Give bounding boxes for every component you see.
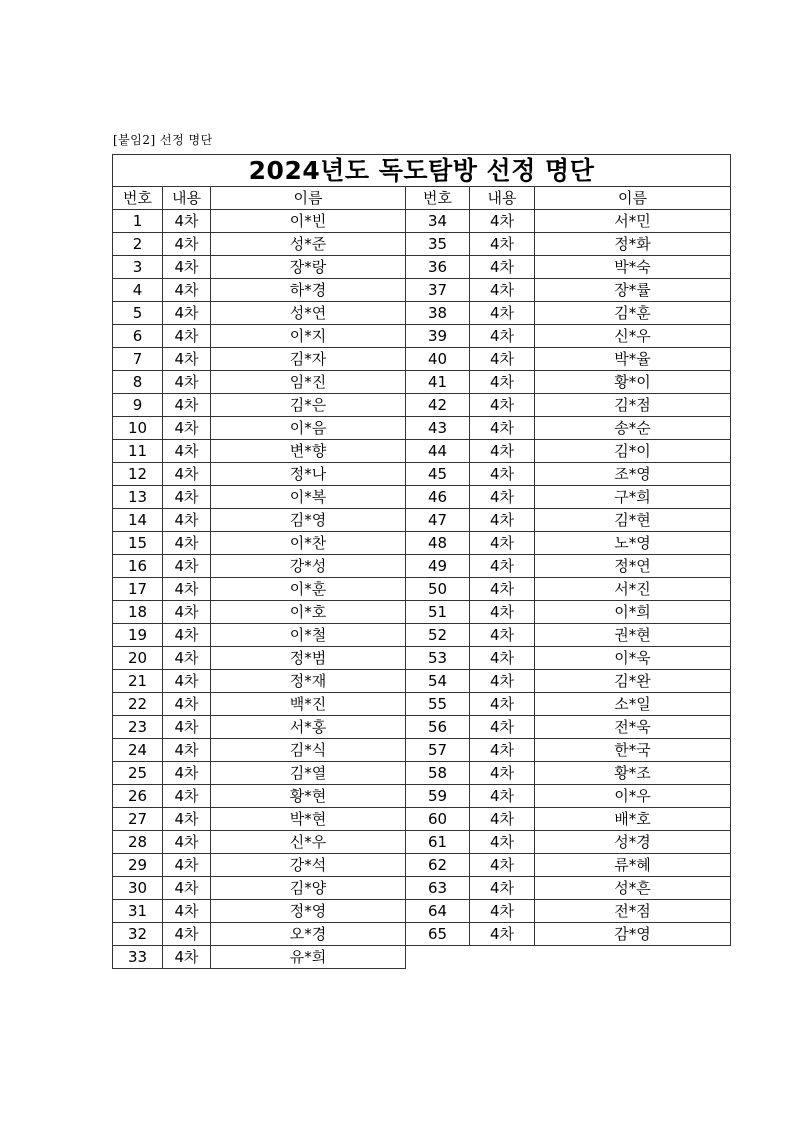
right-cell-no: 36	[406, 256, 470, 279]
left-cell-content: 4차	[163, 256, 211, 279]
left-cell-no: 12	[113, 463, 163, 486]
right-cell-no: 35	[406, 233, 470, 256]
right-cell-no: 55	[406, 693, 470, 716]
right-cell-name: 김*훈	[535, 302, 731, 325]
left-cell-content: 4차	[163, 509, 211, 532]
right-cell-name: 배*호	[535, 808, 731, 831]
table-row	[113, 555, 731, 578]
left-cell-no: 2	[113, 233, 163, 256]
right-cell-no: 61	[406, 831, 470, 854]
right-cell-no: 39	[406, 325, 470, 348]
left-cell-no: 23	[113, 716, 163, 739]
left-cell-name: 김*양	[211, 877, 406, 900]
left-cell-name: 정*범	[211, 647, 406, 670]
table-row	[113, 210, 731, 233]
left-cell-no: 31	[113, 900, 163, 923]
right-cell-no: 52	[406, 624, 470, 647]
roster-body	[113, 210, 731, 969]
left-cell-no: 30	[113, 877, 163, 900]
left-cell-no: 28	[113, 831, 163, 854]
right-cell-no: 44	[406, 440, 470, 463]
selection-roster-table	[112, 154, 731, 969]
left-cell-content: 4차	[163, 440, 211, 463]
left-cell-content: 4차	[163, 831, 211, 854]
right-cell-content: 4차	[470, 739, 535, 762]
right-cell-name: 서*민	[535, 210, 731, 233]
left-cell-name: 황*현	[211, 785, 406, 808]
right-cell-no: 62	[406, 854, 470, 877]
right-cell-content: 4차	[470, 647, 535, 670]
column-header-row	[113, 187, 731, 210]
right-cell-content: 4차	[470, 486, 535, 509]
right-cell-no: 51	[406, 601, 470, 624]
table-row	[113, 394, 731, 417]
table-row	[113, 578, 731, 601]
left-cell-name: 정*나	[211, 463, 406, 486]
table-row	[113, 877, 731, 900]
table-row	[113, 440, 731, 463]
left-header-name: 이름	[211, 187, 406, 210]
right-cell-name: 김*완	[535, 670, 731, 693]
table-row	[113, 486, 731, 509]
left-cell-content: 4차	[163, 762, 211, 785]
left-cell-content: 4차	[163, 394, 211, 417]
left-cell-no: 1	[113, 210, 163, 233]
left-cell-content: 4차	[163, 900, 211, 923]
document-title: 2024년도 독도탐방 선정 명단	[113, 155, 731, 187]
right-cell-content: 4차	[470, 417, 535, 440]
table-row	[113, 463, 731, 486]
table-row	[113, 946, 731, 969]
table-row	[113, 808, 731, 831]
table-row	[113, 900, 731, 923]
right-cell-content: 4차	[470, 785, 535, 808]
left-cell-name: 김*열	[211, 762, 406, 785]
right-cell-content: 4차	[470, 440, 535, 463]
left-cell-no: 18	[113, 601, 163, 624]
left-cell-no: 19	[113, 624, 163, 647]
right-cell-name: 조*영	[535, 463, 731, 486]
left-cell-no: 14	[113, 509, 163, 532]
right-cell-name: 정*화	[535, 233, 731, 256]
right-cell-name: 구*희	[535, 486, 731, 509]
left-cell-name: 정*영	[211, 900, 406, 923]
right-cell-content: 4차	[470, 578, 535, 601]
right-cell-no: 47	[406, 509, 470, 532]
left-cell-content: 4차	[163, 923, 211, 946]
right-cell-content: 4차	[470, 877, 535, 900]
left-cell-no: 6	[113, 325, 163, 348]
left-cell-content: 4차	[163, 325, 211, 348]
right-cell-content: 4차	[470, 325, 535, 348]
table-row	[113, 279, 731, 302]
right-cell-content: 4차	[470, 854, 535, 877]
left-cell-name: 성*연	[211, 302, 406, 325]
right-cell-no: 42	[406, 394, 470, 417]
left-cell-name: 유*희	[211, 946, 406, 969]
right-cell-name: 정*연	[535, 555, 731, 578]
left-cell-content: 4차	[163, 578, 211, 601]
left-cell-content: 4차	[163, 463, 211, 486]
left-cell-no: 4	[113, 279, 163, 302]
right-cell-no: 60	[406, 808, 470, 831]
right-cell-no: 63	[406, 877, 470, 900]
right-cell-name: 서*진	[535, 578, 731, 601]
table-row	[113, 302, 731, 325]
left-cell-no: 15	[113, 532, 163, 555]
left-cell-name: 이*철	[211, 624, 406, 647]
left-cell-content: 4차	[163, 693, 211, 716]
table-row	[113, 417, 731, 440]
left-cell-no: 13	[113, 486, 163, 509]
right-cell-content: 4차	[470, 279, 535, 302]
right-cell-content: 4차	[470, 233, 535, 256]
right-cell-name: 김*현	[535, 509, 731, 532]
right-cell-content: 4차	[470, 302, 535, 325]
left-cell-content: 4차	[163, 233, 211, 256]
table-row	[113, 831, 731, 854]
left-cell-no: 33	[113, 946, 163, 969]
right-cell-content: 4차	[470, 532, 535, 555]
right-cell-content: 4차	[470, 624, 535, 647]
left-cell-content: 4차	[163, 739, 211, 762]
left-cell-content: 4차	[163, 854, 211, 877]
left-cell-content: 4차	[163, 877, 211, 900]
table-row	[113, 624, 731, 647]
table-row	[113, 371, 731, 394]
left-cell-no: 26	[113, 785, 163, 808]
right-header-name: 이름	[535, 187, 731, 210]
right-cell-name: 권*현	[535, 624, 731, 647]
left-cell-name: 강*성	[211, 555, 406, 578]
right-cell-name: 장*률	[535, 279, 731, 302]
table-row	[113, 854, 731, 877]
left-cell-name: 하*경	[211, 279, 406, 302]
left-cell-name: 성*준	[211, 233, 406, 256]
right-cell-content: 4차	[470, 348, 535, 371]
right-cell-name: 이*우	[535, 785, 731, 808]
right-cell-no: 34	[406, 210, 470, 233]
left-cell-no: 27	[113, 808, 163, 831]
right-cell-content: 4차	[470, 555, 535, 578]
right-cell-no: 50	[406, 578, 470, 601]
left-cell-content: 4차	[163, 302, 211, 325]
left-cell-no: 16	[113, 555, 163, 578]
left-cell-content: 4차	[163, 210, 211, 233]
right-empty-cell	[406, 946, 731, 969]
right-header-content: 내용	[470, 187, 535, 210]
left-cell-content: 4차	[163, 624, 211, 647]
right-cell-no: 65	[406, 923, 470, 946]
table-row	[113, 325, 731, 348]
right-cell-name: 신*우	[535, 325, 731, 348]
left-cell-content: 4차	[163, 371, 211, 394]
left-cell-name: 이*복	[211, 486, 406, 509]
left-cell-name: 이*지	[211, 325, 406, 348]
table-row	[113, 716, 731, 739]
left-cell-no: 29	[113, 854, 163, 877]
right-cell-no: 43	[406, 417, 470, 440]
right-header-number: 번호	[406, 187, 470, 210]
left-cell-name: 임*진	[211, 371, 406, 394]
table-row	[113, 509, 731, 532]
left-cell-no: 10	[113, 417, 163, 440]
left-cell-name: 서*홍	[211, 716, 406, 739]
left-cell-no: 11	[113, 440, 163, 463]
right-cell-content: 4차	[470, 831, 535, 854]
right-cell-name: 이*욱	[535, 647, 731, 670]
left-cell-name: 정*재	[211, 670, 406, 693]
title-row	[113, 155, 731, 187]
right-cell-no: 58	[406, 762, 470, 785]
right-cell-name: 성*흔	[535, 877, 731, 900]
attachment-label: [붙임2] 선정 명단	[113, 133, 213, 147]
left-cell-content: 4차	[163, 716, 211, 739]
right-cell-no: 54	[406, 670, 470, 693]
right-cell-content: 4차	[470, 509, 535, 532]
right-cell-content: 4차	[470, 256, 535, 279]
left-cell-name: 이*훈	[211, 578, 406, 601]
left-cell-content: 4차	[163, 670, 211, 693]
right-cell-name: 박*율	[535, 348, 731, 371]
right-cell-content: 4차	[470, 463, 535, 486]
right-cell-name: 성*경	[535, 831, 731, 854]
left-cell-no: 5	[113, 302, 163, 325]
table-row	[113, 601, 731, 624]
table-row	[113, 693, 731, 716]
right-cell-no: 46	[406, 486, 470, 509]
left-cell-name: 변*향	[211, 440, 406, 463]
left-cell-name: 이*빈	[211, 210, 406, 233]
table-row	[113, 233, 731, 256]
right-cell-name: 감*영	[535, 923, 731, 946]
left-cell-content: 4차	[163, 417, 211, 440]
left-cell-no: 24	[113, 739, 163, 762]
left-cell-no: 7	[113, 348, 163, 371]
left-cell-name: 백*진	[211, 693, 406, 716]
table-row	[113, 923, 731, 946]
right-cell-name: 전*점	[535, 900, 731, 923]
right-cell-no: 57	[406, 739, 470, 762]
right-cell-no: 40	[406, 348, 470, 371]
right-cell-content: 4차	[470, 808, 535, 831]
right-cell-content: 4차	[470, 210, 535, 233]
left-cell-no: 8	[113, 371, 163, 394]
right-cell-no: 45	[406, 463, 470, 486]
right-cell-content: 4차	[470, 601, 535, 624]
table-row	[113, 532, 731, 555]
right-cell-name: 류*혜	[535, 854, 731, 877]
left-header-content: 내용	[163, 187, 211, 210]
left-cell-name: 신*우	[211, 831, 406, 854]
left-cell-name: 이*찬	[211, 532, 406, 555]
right-cell-content: 4차	[470, 670, 535, 693]
left-cell-no: 17	[113, 578, 163, 601]
right-cell-name: 소*일	[535, 693, 731, 716]
right-cell-content: 4차	[470, 762, 535, 785]
right-cell-name: 김*점	[535, 394, 731, 417]
right-cell-no: 41	[406, 371, 470, 394]
left-cell-no: 20	[113, 647, 163, 670]
left-cell-no: 25	[113, 762, 163, 785]
left-cell-name: 박*현	[211, 808, 406, 831]
left-cell-content: 4차	[163, 486, 211, 509]
table-row	[113, 785, 731, 808]
left-cell-content: 4차	[163, 555, 211, 578]
left-cell-no: 9	[113, 394, 163, 417]
left-cell-name: 김*자	[211, 348, 406, 371]
left-cell-no: 3	[113, 256, 163, 279]
right-cell-name: 한*국	[535, 739, 731, 762]
right-cell-name: 송*순	[535, 417, 731, 440]
left-cell-name: 장*랑	[211, 256, 406, 279]
right-cell-no: 59	[406, 785, 470, 808]
right-cell-content: 4차	[470, 394, 535, 417]
right-cell-content: 4차	[470, 900, 535, 923]
left-cell-content: 4차	[163, 348, 211, 371]
table-row	[113, 670, 731, 693]
table-row	[113, 348, 731, 371]
left-cell-no: 32	[113, 923, 163, 946]
right-cell-no: 49	[406, 555, 470, 578]
right-cell-name: 전*욱	[535, 716, 731, 739]
right-cell-no: 56	[406, 716, 470, 739]
left-cell-no: 21	[113, 670, 163, 693]
right-cell-name: 노*영	[535, 532, 731, 555]
right-cell-content: 4차	[470, 693, 535, 716]
right-cell-name: 김*이	[535, 440, 731, 463]
left-cell-no: 22	[113, 693, 163, 716]
table-row	[113, 256, 731, 279]
right-cell-no: 37	[406, 279, 470, 302]
table-row	[113, 647, 731, 670]
table-row	[113, 762, 731, 785]
left-cell-name: 김*영	[211, 509, 406, 532]
left-cell-content: 4차	[163, 647, 211, 670]
left-cell-name: 강*석	[211, 854, 406, 877]
right-cell-no: 48	[406, 532, 470, 555]
left-cell-content: 4차	[163, 946, 211, 969]
left-cell-name: 김*은	[211, 394, 406, 417]
left-cell-content: 4차	[163, 808, 211, 831]
right-cell-name: 이*희	[535, 601, 731, 624]
left-cell-content: 4차	[163, 601, 211, 624]
right-cell-name: 박*숙	[535, 256, 731, 279]
left-cell-name: 이*호	[211, 601, 406, 624]
right-cell-content: 4차	[470, 716, 535, 739]
left-cell-content: 4차	[163, 279, 211, 302]
right-cell-no: 53	[406, 647, 470, 670]
left-cell-content: 4차	[163, 532, 211, 555]
right-cell-no: 64	[406, 900, 470, 923]
left-cell-name: 오*경	[211, 923, 406, 946]
right-cell-content: 4차	[470, 371, 535, 394]
left-cell-name: 김*식	[211, 739, 406, 762]
right-cell-no: 38	[406, 302, 470, 325]
table-row	[113, 739, 731, 762]
left-header-number: 번호	[113, 187, 163, 210]
left-cell-name: 이*음	[211, 417, 406, 440]
left-cell-content: 4차	[163, 785, 211, 808]
right-cell-name: 황*조	[535, 762, 731, 785]
right-cell-content: 4차	[470, 923, 535, 946]
right-cell-name: 황*이	[535, 371, 731, 394]
